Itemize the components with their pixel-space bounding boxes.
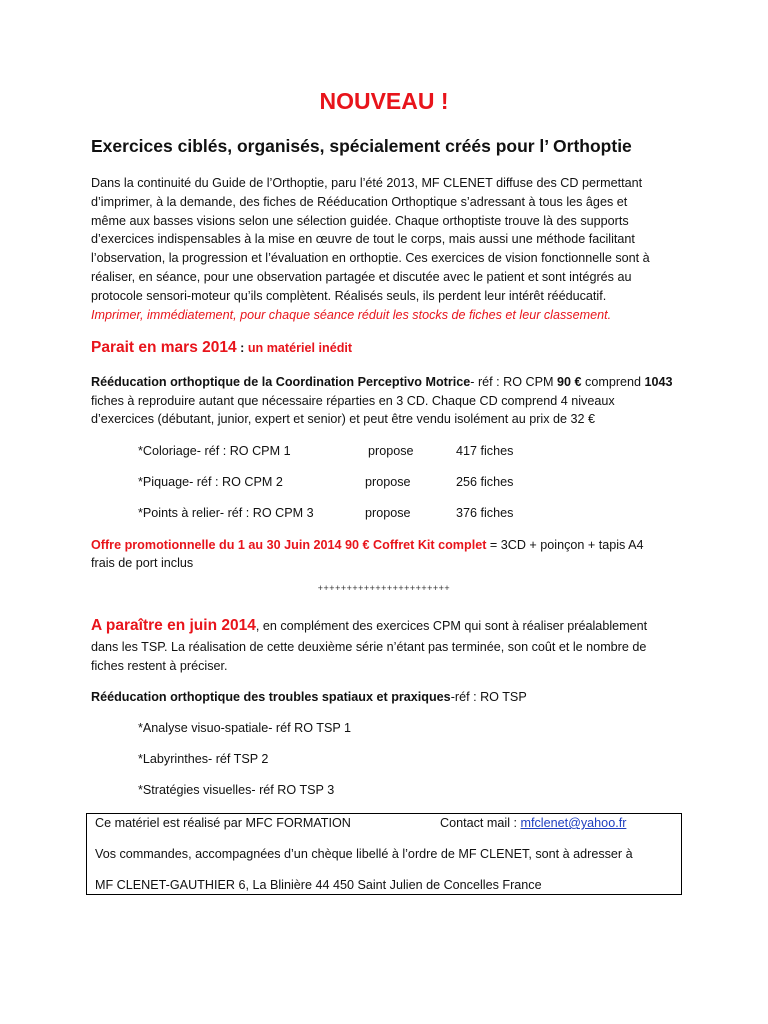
section2-line1-rest: , en complément des exercices CPM qui sont à réaliser préalablement	[255, 619, 648, 633]
intro-line: même aux basses visions selon une sélection guidée. Chaque orthoptiste trouve là des supports	[91, 213, 629, 228]
section2-line1	[91, 617, 647, 635]
section1-heading	[91, 339, 352, 357]
cpm-item-count: 256 fiches	[456, 475, 514, 489]
offer-line2: frais de port inclus	[91, 556, 194, 570]
product-count: 1043	[644, 375, 673, 389]
product-name: Rééducation orthoptique de la Coordination Perceptivo Motrice	[91, 375, 471, 389]
product-comprend: comprend	[581, 375, 645, 389]
section1-line3: d’exercices (débutant, junior, expert et senior) et peut être vendu isolément au prix de 32 €	[91, 412, 596, 426]
section1-product-line	[91, 373, 673, 391]
intro-italic-note: Imprimer, immédiatement, pour chaque séance réduit les stocks de fiches et leur classement.	[91, 307, 612, 322]
section1-heading-main: Parait en mars 2014	[91, 339, 237, 356]
product-ref: - réf : RO CPM	[470, 375, 558, 389]
intro-line: d’imprimer, à la demande, des fiches de Rééducation Orthoptique s’adressant à tous les âges et	[91, 194, 628, 209]
intro-line: Dans la continuité du Guide de l’Orthoptie, paru l’été 2013, MF CLENET diffuse des CD permettant	[91, 176, 643, 190]
contact-box	[86, 813, 682, 895]
tsp-product-name: Rééducation orthoptique des troubles spatiaux et praxiques	[91, 690, 451, 704]
section2-line3: fiches restent à préciser.	[91, 659, 228, 673]
contact-line1: Ce matériel est réalisé par MFC FORMATION	[95, 816, 351, 830]
intro-line: protocole sensori-moteur qu’ils complètent. Réalisés seuls, ils perdent leur intérêt rééducatif.	[91, 288, 607, 303]
intro-line: l’observation, la progression et l’évaluation en orthoptie. Ces exercices de vision fonctionnelle sont à	[91, 251, 650, 266]
contact-mail-line	[440, 814, 626, 832]
cpm-item-propose: propose	[368, 444, 414, 458]
tsp-item: *Labyrinthes- réf TSP 2	[138, 752, 269, 766]
cpm-item-label: *Coloriage- réf : RO CPM 1	[138, 444, 291, 458]
separator: +++++++++++++++++++++++	[317, 583, 451, 593]
section2-product-line	[91, 688, 527, 706]
tsp-item: *Analyse visuo-spatiale- réf RO TSP 1	[138, 721, 352, 735]
section1-heading-sep: :	[236, 341, 248, 355]
contact-line2: Vos commandes, accompagnées d’un chèque libellé à l’ordre de MF CLENET, sont à adresser à	[95, 847, 633, 861]
intro-paragraph	[91, 174, 681, 324]
intro-line: d’exercices indispensables à la mise en œuvre de tout le corps, mais aussi une méthode facilitant	[91, 232, 635, 247]
offer-line	[91, 536, 644, 554]
cpm-item-label: *Piquage- réf : RO CPM 2	[138, 475, 283, 489]
page-title: NOUVEAU !	[319, 88, 449, 114]
section1-heading-sub: un matériel inédit	[247, 341, 353, 355]
tsp-item: *Stratégies visuelles- réf RO TSP 3	[138, 783, 335, 797]
section2-heading: A paraître en juin 2014	[91, 617, 256, 634]
cpm-item-count: 417 fiches	[456, 444, 514, 458]
contact-mail-link[interactable]: mfclenet@yahoo.fr	[520, 816, 627, 830]
section1-line2: fiches à reproduire autant que nécessaire réparties en 3 CD. Chaque CD comprend 4 niveaux	[91, 394, 615, 408]
page-subtitle: Exercices ciblés, organisés, spécialement créés pour l’ Orthoptie	[91, 136, 632, 156]
cpm-item-propose: propose	[365, 475, 411, 489]
cpm-item-count: 376 fiches	[456, 506, 514, 520]
section2-line2: dans les TSP. La réalisation de cette deuxième série n’étant pas terminée, son coût et le nombre de	[91, 640, 647, 654]
offer-rest: = 3CD + poinçon + tapis A4	[486, 538, 644, 552]
tsp-product-ref: -réf : RO TSP	[450, 690, 527, 704]
contact-mail-label: Contact mail :	[440, 816, 521, 830]
cpm-item-propose: propose	[365, 506, 411, 520]
intro-line: réaliser, en séance, pour une observation partagée et discutée avec le patient et sont intégrés au	[91, 269, 632, 284]
product-price: 90 €	[557, 375, 582, 389]
cpm-item-label: *Points à relier- réf : RO CPM 3	[138, 506, 314, 520]
contact-line3: MF CLENET-GAUTHIER 6, La Blinière 44 450 Saint Julien de Concelles France	[95, 878, 542, 892]
offer-highlight: Offre promotionnelle du 1 au 30 Juin 2014 90 € Coffret Kit complet	[91, 538, 487, 552]
